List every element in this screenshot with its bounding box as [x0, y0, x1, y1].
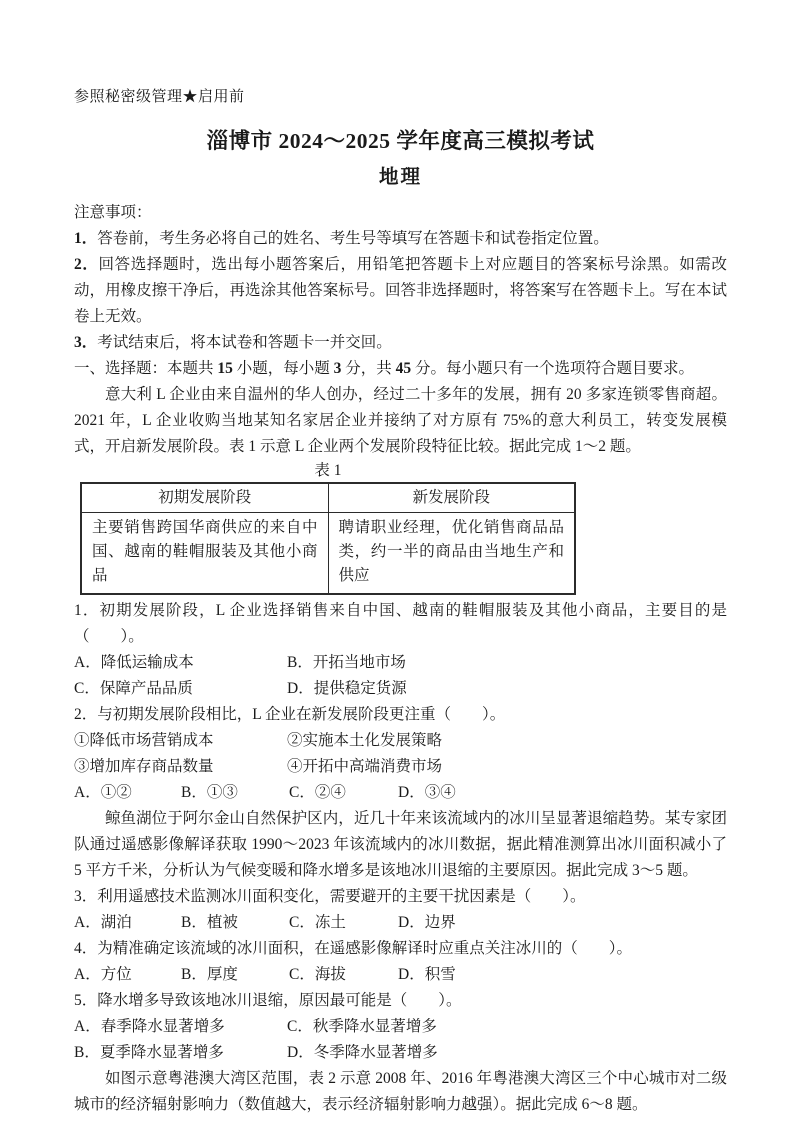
- notice-item-1: [74, 226, 727, 252]
- q2-statement-2: ②实施本土化发展策略: [287, 732, 443, 749]
- section-heading-part: 小题，每小题: [232, 360, 334, 377]
- passage-whale-lake: 鲸鱼湖位于阿尔金山自然保护区内，近几十年来该流域内的冰川呈显著退缩趋势。某专家团队通过遥感影像解译获取 1990～2023 年该流域内的冰川数据，据此精准测算出冰川面积减小了 5 平方千米，分析认为气候变暖和降水增多是该地冰川退缩的主要原因。据此完成 3～5 题。: [74, 810, 727, 879]
- q1-option-c: C．保障产品品质: [74, 680, 193, 697]
- question-2-stem: 2．与初期发展阶段相比，L 企业在新发展阶段更注重（ ）。: [74, 706, 506, 723]
- table-1-header-initial-stage: 初期发展阶段: [81, 483, 328, 513]
- notice-item-3: [74, 330, 727, 356]
- q3-option-c: C．冻土: [289, 914, 346, 931]
- table-1-caption: 表 1: [314, 462, 342, 479]
- exam-subject-title: 地理: [378, 167, 422, 188]
- question-2-numbered-row-1: [74, 728, 727, 754]
- table-1-cell-initial-stage: 主要销售跨国华商供应的来自中国、越南的鞋帽服装及其他小商品: [81, 513, 328, 595]
- q2-option-d: D．③④: [398, 784, 456, 801]
- question-5-options-row-2: [74, 1040, 727, 1066]
- q2-statement-1: ①降低市场营销成本: [74, 732, 214, 749]
- notice-text-1: 答卷前，考生务必将自己的姓名、考生号等填写在答题卡和试卷指定位置。: [97, 230, 609, 247]
- q1-option-a: A．降低运输成本: [74, 654, 194, 671]
- notice-number-1: 1．: [74, 230, 98, 247]
- question-1-options-row-2: [74, 676, 727, 702]
- question-4-stem: 4．为精准确定该流域的冰川面积，在遥感影像解译时应重点关注冰川的（ ）。: [74, 940, 633, 957]
- question-1-options-row-1: [74, 650, 727, 676]
- question-5-options-row-1: [74, 1014, 727, 1040]
- section-heading-part: 分。每小题只有一个选项符合题目要求。: [411, 360, 695, 377]
- section-heading-points-each: 3: [333, 360, 342, 377]
- table-1-block: [80, 461, 576, 595]
- section-heading-part: 分，共: [341, 360, 396, 377]
- notice-text-2: 回答选择题时，选出每小题答案后，用铅笔把答题卡上对应题目的答案标号涂黑。如需改动，用橡皮擦干净后，再选涂其他答案标号。回答非选择题时，将答案写在答题卡上。写在本试卷上无效。: [74, 256, 727, 325]
- q1-option-d: D．提供稳定货源: [287, 680, 407, 697]
- q2-statement-4: ④开拓中高端消费市场: [287, 758, 443, 775]
- q4-option-c: C．海拔: [289, 966, 346, 983]
- q5-option-d: D．冬季降水显著增多: [287, 1044, 438, 1061]
- table-1-header-row: [81, 483, 575, 513]
- notices-heading: 注意事项：: [74, 204, 152, 221]
- question-1-stem: 1．初期发展阶段，L 企业选择销售来自中国、越南的鞋帽服装及其他小商品，主要目的是（ ）。: [74, 602, 727, 645]
- question-3-stem: 3．利用遥感技术监测冰川面积变化，需要避开的主要干扰因素是（ ）。: [74, 888, 586, 905]
- q5-option-c: C．秋季降水显著增多: [287, 1018, 437, 1035]
- notice-text-3: 考试结束后，将本试卷和答题卡一并交回。: [97, 334, 392, 351]
- q2-option-b: B．①③: [181, 784, 238, 801]
- q4-option-a: A．方位: [74, 966, 132, 983]
- notice-number-2: 2．: [74, 256, 99, 273]
- q3-option-b: B．植被: [181, 914, 238, 931]
- exam-title: 淄博市 2024～2025 学年度高三模拟考试: [206, 129, 595, 153]
- question-4-options: [74, 962, 727, 988]
- table-row: [81, 513, 575, 595]
- section-heading-count: 15: [217, 360, 233, 377]
- page-content: [0, 86, 800, 1118]
- q5-option-a: A．春季降水显著增多: [74, 1018, 225, 1035]
- table-1-header-new-stage: 新发展阶段: [328, 483, 575, 513]
- question-2-numbered-row-2: [74, 754, 727, 780]
- passage-greater-bay: 如图示意粤港澳大湾区范围，表 2 示意 2008 年、2016 年粤港澳大湾区三个中心城市对二级城市的经济辐射影响力（数值越大，表示经济辐射影响力越强）。据此完成 6～8 题。: [74, 1070, 727, 1113]
- section-heading-points-total: 45: [395, 360, 412, 377]
- table-1-cell-new-stage: 聘请职业经理，优化销售商品品类，约一半的商品由当地生产和供应: [328, 513, 575, 595]
- section-heading-part: 一、选择题：本题共: [74, 360, 218, 377]
- security-classification-note: 参照秘密级管理★启用前: [74, 89, 245, 105]
- q3-option-a: A．湖泊: [74, 914, 132, 931]
- q2-statement-3: ③增加库存商品数量: [74, 758, 214, 775]
- question-2-answer-options: [74, 780, 727, 806]
- question-3-options: [74, 910, 727, 936]
- passage-l-company: 意大利 L 企业由来自温州的华人创办，经过二十多年的发展，拥有 20 多家连锁零售商超。2021 年，L 企业收购当地某知名家居企业并接纳了对方原有 75%的意大利员工，转变发展模式，开启新发展阶段。表 1 示意 L 企业两个发展阶段特征比较。据此完成 1～2 题。: [74, 386, 727, 455]
- q5-option-b: B．夏季降水显著增多: [74, 1044, 224, 1061]
- q3-option-d: D．边界: [398, 914, 456, 931]
- q2-option-a: A．①②: [74, 784, 132, 801]
- notice-item-2: [74, 252, 727, 330]
- section-one-heading: [74, 356, 727, 382]
- q4-option-d: D．积雪: [398, 966, 456, 983]
- q2-option-c: C．②④: [289, 784, 346, 801]
- question-5-stem: 5．降水增多导致该地冰川退缩，原因最可能是（ ）。: [74, 992, 462, 1009]
- q1-option-b: B．开拓当地市场: [287, 654, 406, 671]
- table-1: [80, 482, 576, 595]
- q4-option-b: B．厚度: [181, 966, 238, 983]
- notice-number-3: 3．: [74, 334, 98, 351]
